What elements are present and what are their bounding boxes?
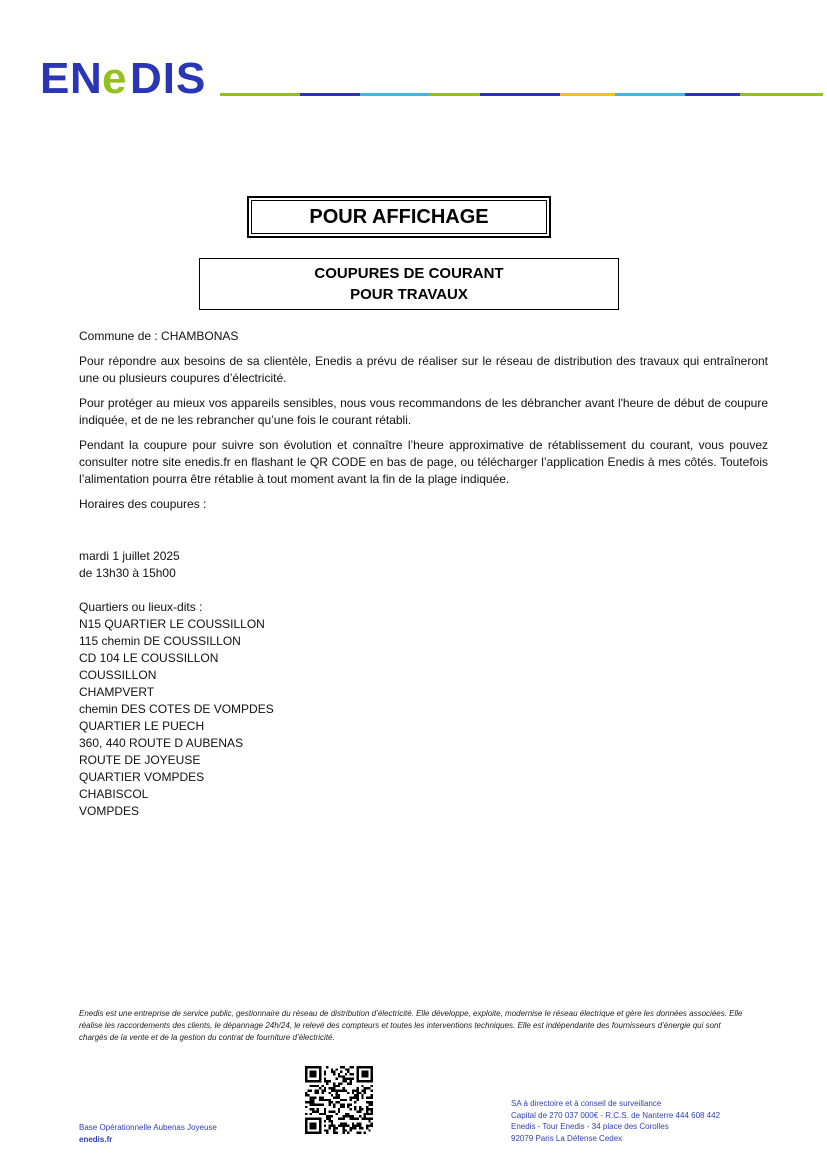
- legal-line: SA à directoire et à conseil de surveillance: [511, 1099, 662, 1108]
- svg-text:e: e: [102, 56, 128, 100]
- list-item: CD 104 LE COUSSILLON: [79, 651, 219, 665]
- paragraph-follow-up: Pendant la coupure pour suivre son évolution et connaître l’heure approximative de rétablissement du courant, vous pouvez consulter notre site enedis.fr en flashant le QR CODE en bas de page, ou télécharger l’application Enedis à mes côtés. Toutefois l’alimentation pourra être rétablie à tout moment avant la fin de la plage indiquée.: [79, 438, 768, 486]
- outage-schedule: [79, 548, 768, 582]
- legal-line: 92079 Paris La Défense Cedex: [511, 1133, 623, 1143]
- list-item: chemin DES COTES DE VOMPDES: [79, 702, 274, 716]
- outage-date: mardi 1 juillet 2025: [79, 549, 180, 563]
- notice-title-box: [199, 258, 619, 310]
- list-item: CHABISCOL: [79, 787, 149, 801]
- list-item: QUARTIER VOMPDES: [79, 770, 205, 784]
- affichage-title-box: [247, 196, 551, 238]
- list-item: QUARTIER LE PUECH: [79, 719, 205, 733]
- list-item: N15 QUARTIER LE COUSSILLON: [79, 617, 265, 631]
- list-item: ROUTE DE JOYEUSE: [79, 753, 201, 767]
- base-name: Base Opérationnelle Aubenas Joyeuse: [79, 1123, 217, 1132]
- outage-time: de 13h30 à 15h00: [79, 566, 176, 580]
- notice-title-line2: POUR TRAVAUX: [350, 286, 468, 303]
- footer-legal: [511, 1098, 720, 1144]
- paragraph-intro: Pour répondre aux besoins de sa clientèle, Enedis a prévu de réaliser sur le réseau de distribution des travaux qui entraîneront une ou plusieurs coupures d’électricité.: [79, 354, 768, 385]
- svg-text:DIS: DIS: [130, 56, 207, 100]
- website-link[interactable]: enedis.fr: [79, 1135, 113, 1144]
- list-item: 360, 440 ROUTE D AUBENAS: [79, 736, 244, 750]
- notice-title-line1: COUPURES DE COURANT: [314, 265, 504, 282]
- footer-left: [79, 1122, 217, 1146]
- header-divider-line: [220, 93, 823, 96]
- legal-line: Enedis - Tour Enedis - 34 place des Corolles: [511, 1122, 669, 1131]
- commune-line: Commune de : CHAMBONAS: [79, 329, 239, 343]
- enedis-logo: [40, 56, 216, 100]
- svg-text:E: E: [40, 56, 71, 100]
- horaires-label: Horaires des coupures :: [79, 497, 207, 511]
- districts-list: [79, 599, 768, 820]
- districts-label: Quartiers ou lieux-dits :: [79, 600, 203, 614]
- list-item: CHAMPVERT: [79, 685, 155, 699]
- list-item: COUSSILLON: [79, 668, 157, 682]
- list-item: VOMPDES: [79, 804, 140, 818]
- svg-text:N: N: [70, 56, 103, 100]
- legal-line: Capital de 270 037 000€ - R.C.S. de Nanterre 444 608 442: [511, 1110, 721, 1120]
- qr-code-icon[interactable]: [305, 1066, 373, 1134]
- affichage-title: POUR AFFICHAGE: [251, 200, 547, 234]
- notice-body: [79, 328, 768, 820]
- footer-disclaimer: Enedis est une entreprise de service public, gestionnaire du réseau de distribution d’électricité. Elle développe, exploite, modernise le réseau électrique et gère les données associées. Elle réalise les raccordements des clients, le dépannage 24h/24, le relevé des compteurs et toutes les interventions techniques. Elle est indépendante des fournisseurs d’énergie qui sont chargés de la vente et de la gestion du contrat de fourniture d’électricité.: [79, 1009, 743, 1042]
- list-item: 115 chemin DE COUSSILLON: [79, 634, 241, 648]
- paragraph-recommendation: Pour protéger au mieux vos appareils sensibles, nous vous recommandons de les débrancher avant l'heure de début de coupure indiquée, et de ne les rebrancher qu’une fois le courant rétabli.: [79, 396, 768, 427]
